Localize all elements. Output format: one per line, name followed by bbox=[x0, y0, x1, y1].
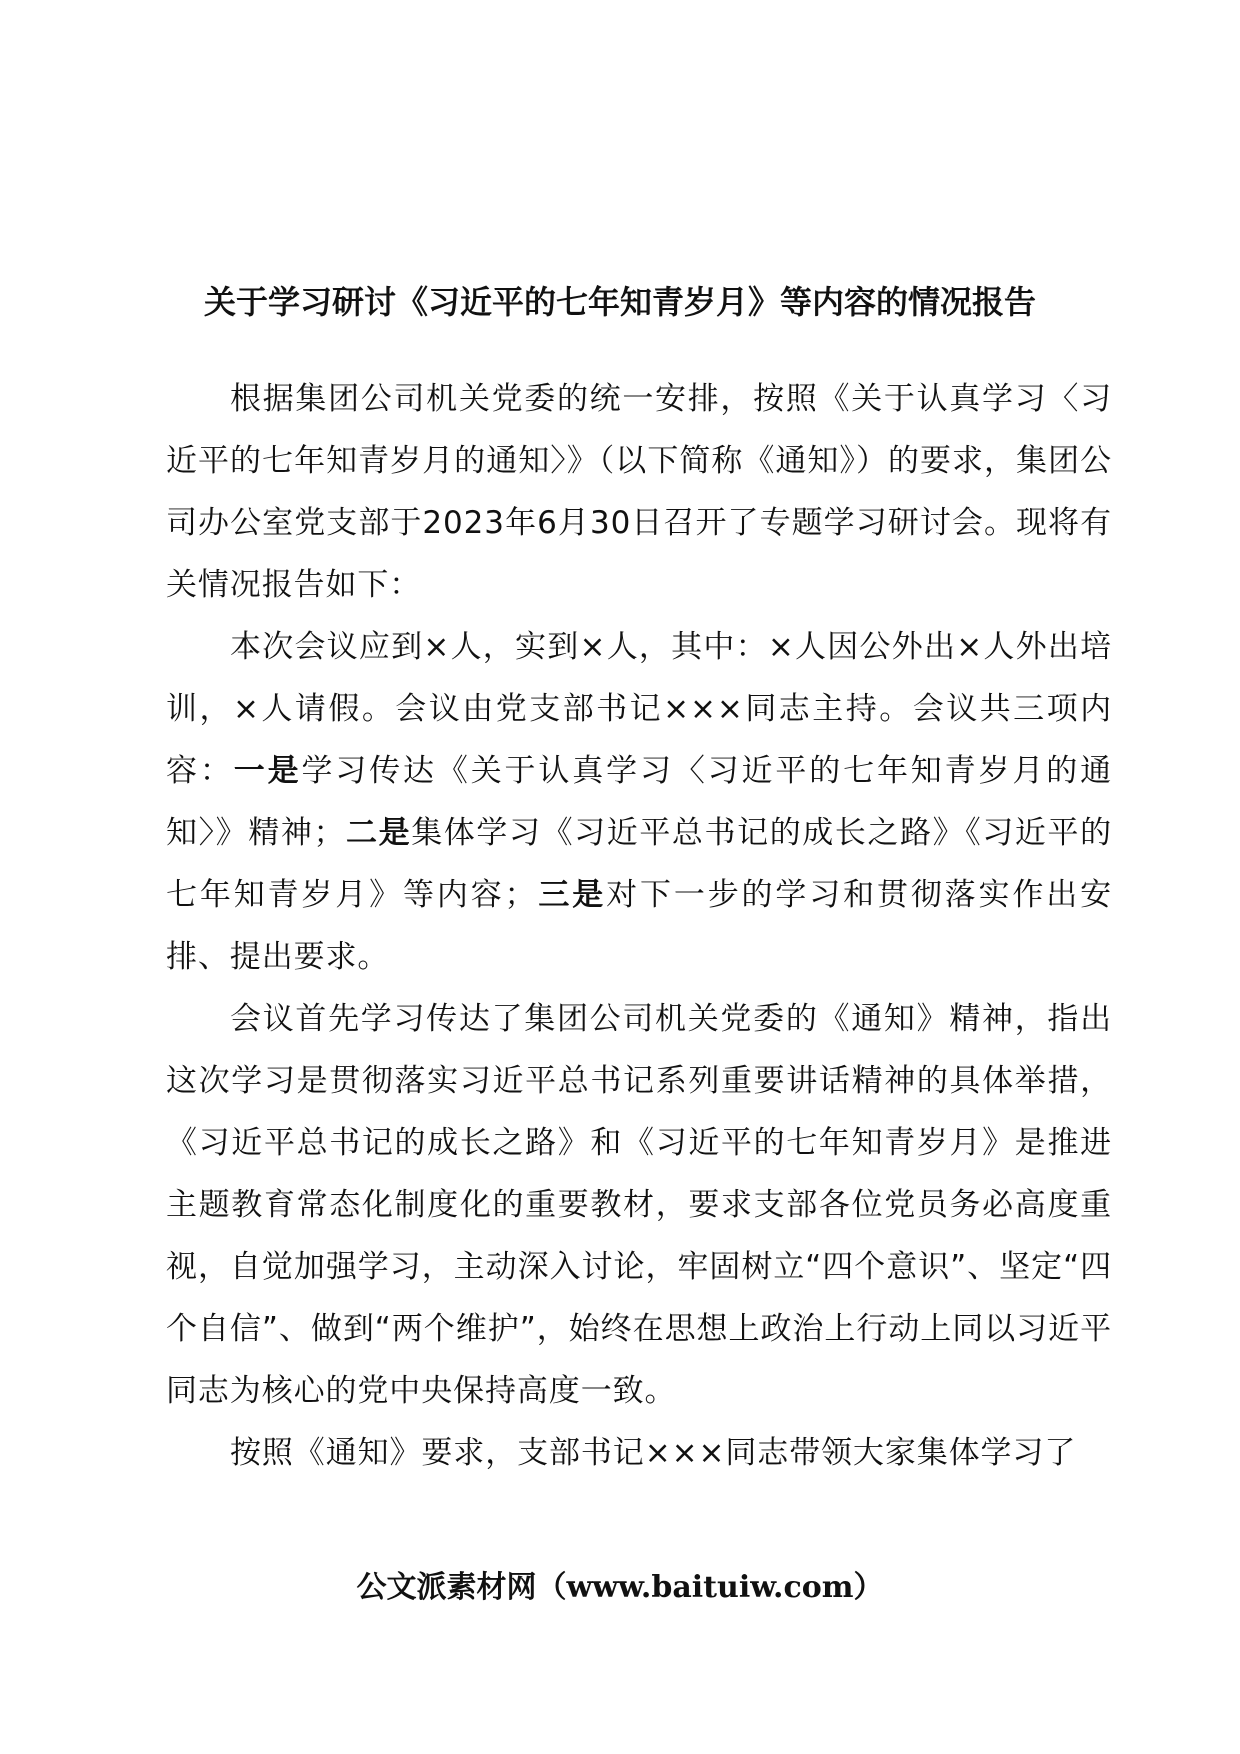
item-1-text: 学习传达《关于认真学习〈习近平的七年知青岁月的通知〉》精神； bbox=[166, 753, 1112, 851]
item-2-label: 二是 bbox=[345, 815, 412, 851]
paragraph-1: 根据集团公司机关党委的统一安排，按照《关于认真学习〈习近平的七年知青岁月的通知〉》（以下简称《通知》）的要求，集团公司办公室党支部于2023年6月30日召开了专题学习研讨会。现将有关情况报告如下： bbox=[166, 381, 1112, 603]
document-body bbox=[166, 368, 1112, 1484]
paragraph-4: 按照《通知》要求，支部书记×××同志带领大家集体学习了 bbox=[230, 1435, 1077, 1471]
item-1-label: 一是 bbox=[233, 753, 302, 789]
source-footer: 公文派素材网（www.baituiw.com） bbox=[356, 1570, 884, 1605]
item-3-text: 对下一步的学习和贯彻落实作出安排、提出要求。 bbox=[166, 877, 1112, 975]
paragraph-3: 会议首先学习传达了集团公司机关党委的《通知》精神，指出这次学习是贯彻落实习近平总书记系列重要讲话精神的具体举措，《习近平总书记的成长之路》和《习近平的七年知青岁月》是推进主题教育常态化制度化的重要教材，要求支部各位党员务必高度重视，自觉加强学习，主动深入讨论，牢固树立“四个意识”、坚定“四个自信”、做到“两个维护”，始终在思想上政治上行动上同以习近平同志为核心的党中央保持高度一致。 bbox=[166, 1001, 1112, 1409]
item-3-label: 三是 bbox=[536, 877, 607, 913]
item-2-text: 集体学习《习近平总书记的成长之路》《习近平的七年知青岁月》等内容； bbox=[166, 815, 1112, 913]
document-title: 关于学习研讨《习近平的七年知青岁月》等内容的情况报告 bbox=[203, 283, 1036, 321]
paragraph-2-intro: 本次会议应到×人，实到×人，其中：×人因公外出×人外出培训，×人请假。会议由党支部书记×××同志主持。会议共三项内容： bbox=[166, 629, 1112, 789]
paragraph-2 bbox=[166, 616, 1112, 988]
